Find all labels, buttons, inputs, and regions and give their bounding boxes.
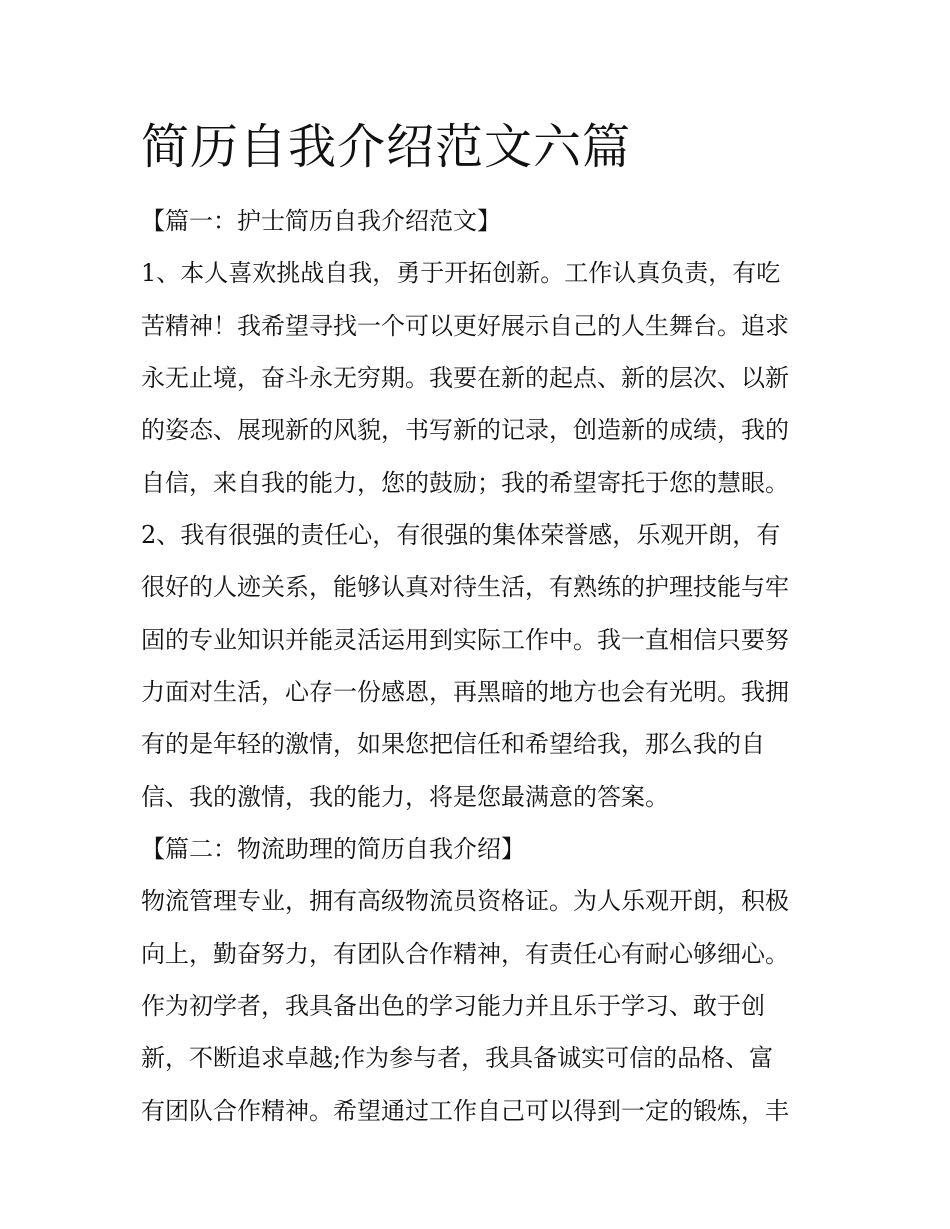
paragraph-line: 自信，来自我的能力，您的鼓励；我的希望寄托于您的慧眼。: [141, 469, 789, 497]
paragraph-line: 很好的人迹关系，能够认真对待生活，有熟练的护理技能与牢: [141, 573, 789, 601]
section-heading-2: 【篇二：物流助理的简历自我介绍】: [141, 835, 525, 863]
paragraph-line: 向上，勤奋努力，有团队合作精神，有责任心有耐心够细心。: [141, 940, 789, 968]
paragraph-line: 苦精神！我希望寻找一个可以更好展示自己的人生舞台。追求: [141, 312, 789, 340]
paragraph-line: 固的专业知识并能灵活运用到实际工作中。我一直相信只要努: [141, 626, 789, 654]
document-title: 简历自我介绍范文六篇: [141, 119, 632, 175]
paragraph-line: 有的是年轻的激情，如果您把信任和希望给我，那么我的自: [141, 730, 765, 758]
paragraph-line: 新，不断追求卓越;作为参与者，我具备诚实可信的品格、富: [141, 1044, 774, 1072]
paragraph-line: 有团队合作精神。希望通过工作自己可以得到一定的锻炼，丰: [141, 1097, 789, 1125]
section-heading-1: 【篇一：护士简历自我介绍范文】: [141, 207, 501, 235]
paragraph-line: 2、我有很强的责任心，有很强的集体荣誉感，乐观开朗，有: [141, 521, 781, 549]
paragraph-line: 的姿态、展现新的风貌，书写新的记录，创造新的成绩，我的: [141, 416, 789, 444]
paragraph-line: 物流管理专业，拥有高级物流员资格证。为人乐观开朗，积极: [141, 887, 789, 915]
paragraph-line: 永无止境，奋斗永无穷期。我要在新的起点、新的层次、以新: [141, 364, 789, 392]
paragraph-line: 信、我的激情，我的能力，将是您最满意的答案。: [141, 783, 669, 811]
paragraph-line: 力面对生活，心存一份感恩，再黑暗的地方也会有光明。我拥: [141, 678, 789, 706]
paragraph-line: 作为初学者，我具备出色的学习能力并且乐于学习、敢于创: [141, 992, 765, 1020]
paragraph-line: 1、本人喜欢挑战自我，勇于开拓创新。工作认真负责，有吃: [141, 259, 781, 287]
